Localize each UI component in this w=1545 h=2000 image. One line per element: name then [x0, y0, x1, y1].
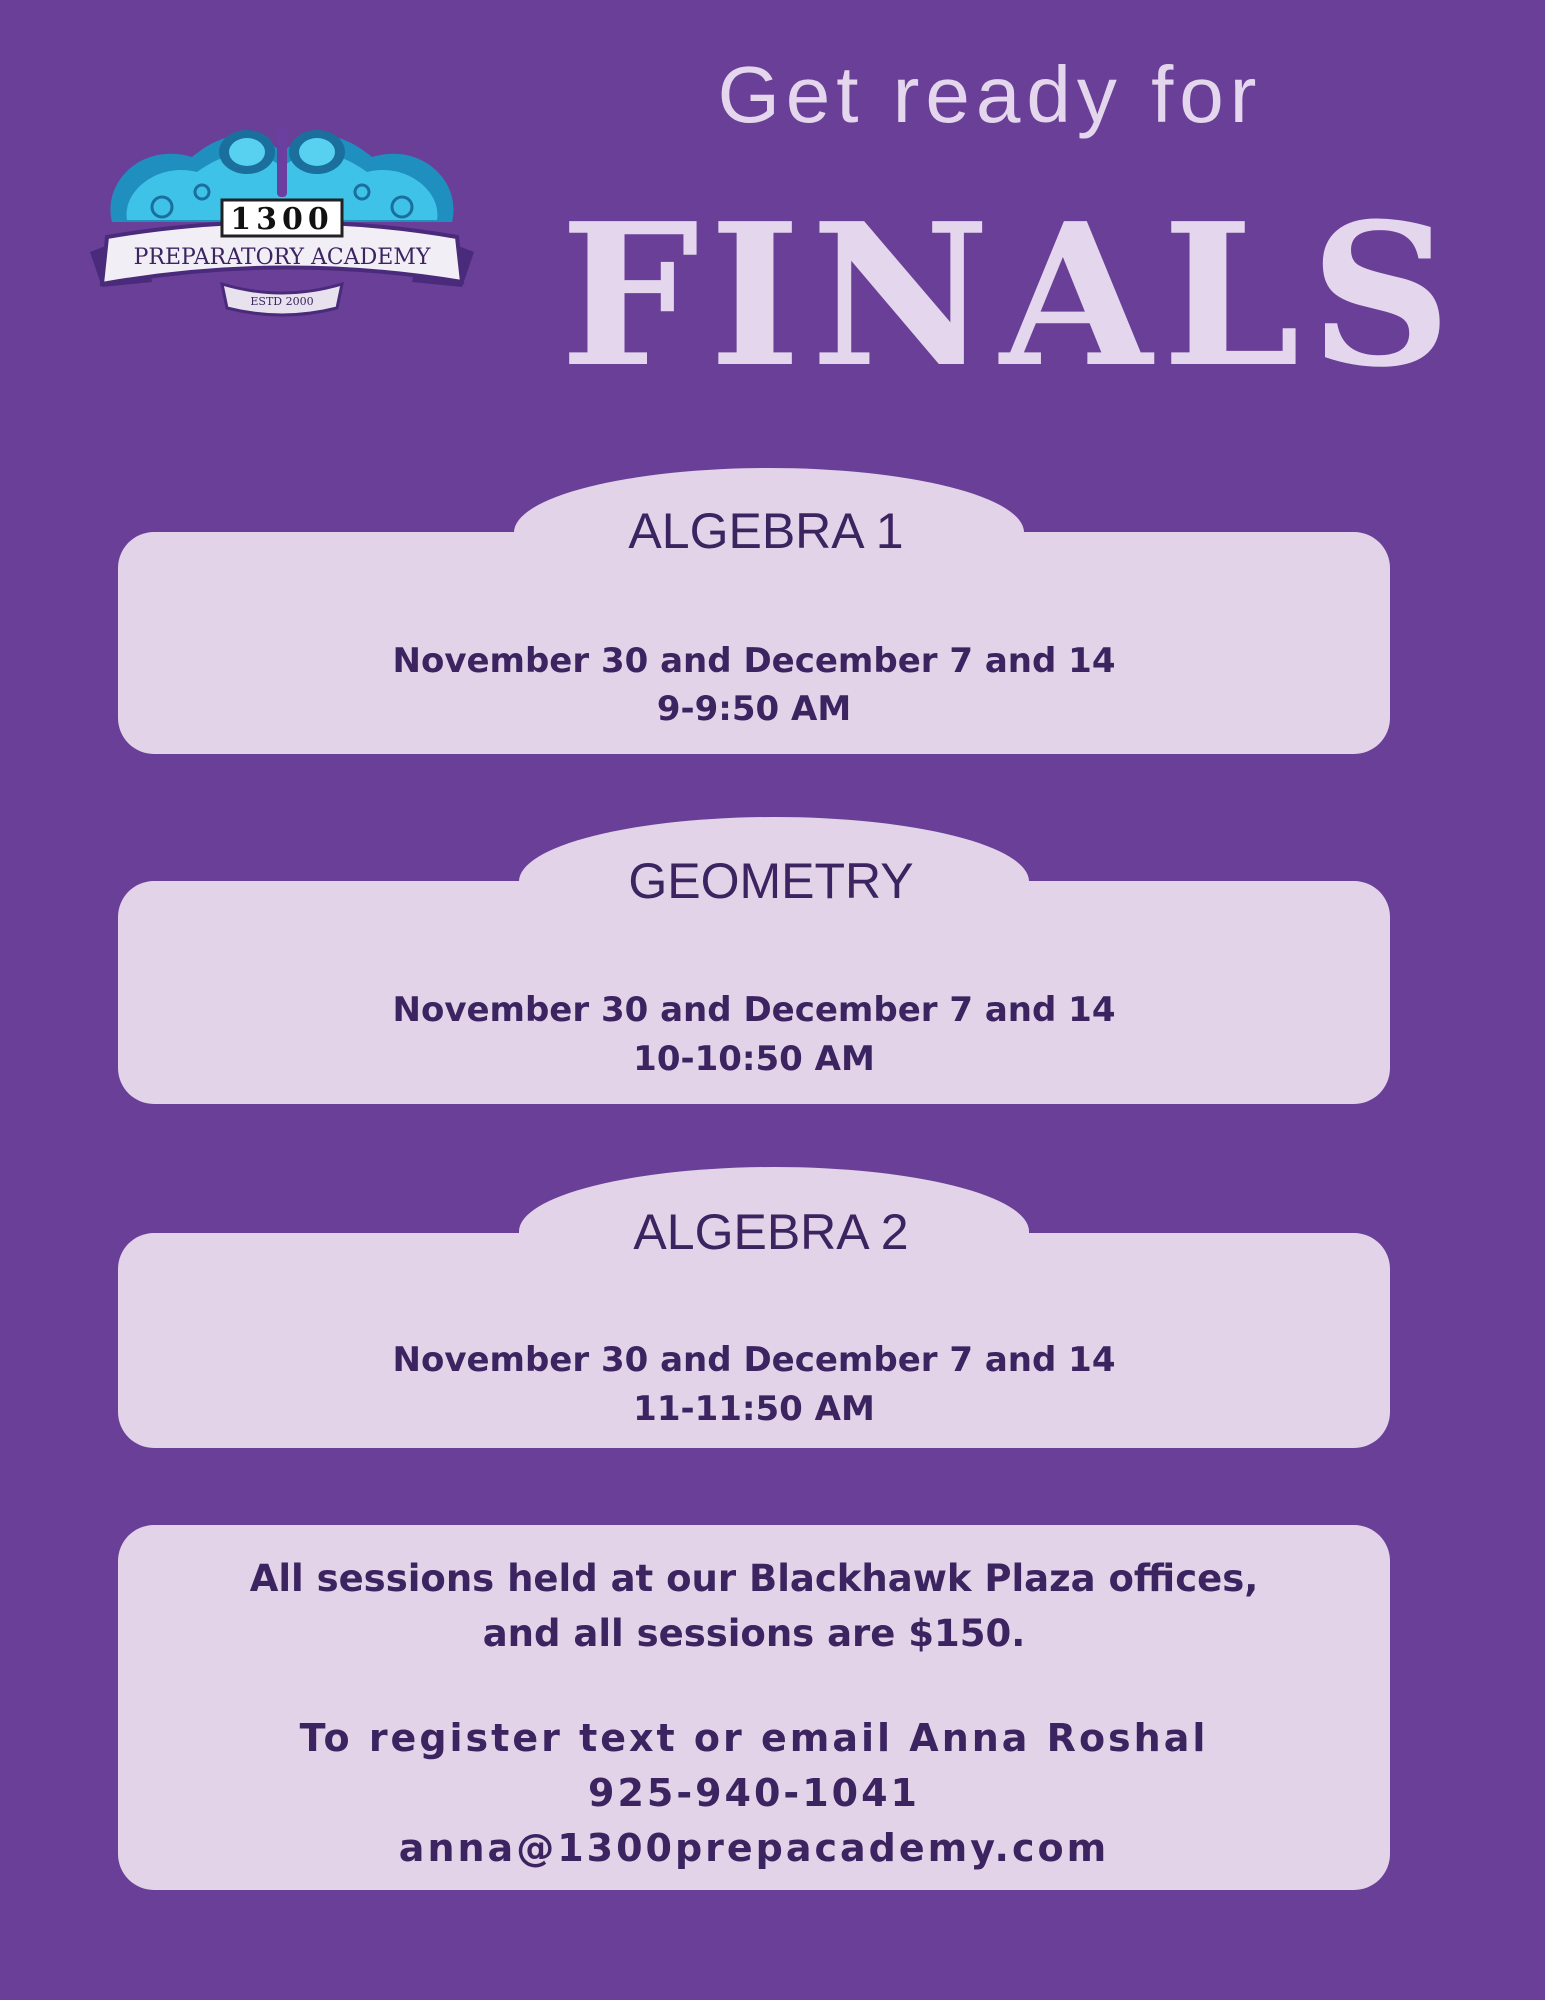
phone-number: 925-940-1041 — [588, 1771, 920, 1815]
course-name: GEOMETRY — [628, 853, 914, 909]
logo-name: PREPARATORY ACADEMY — [133, 245, 431, 270]
course-card — [118, 1233, 1390, 1448]
course-time: 9-9:50 AM — [656, 689, 852, 729]
email-address: anna@1300prepacademy.com — [398, 1826, 1110, 1870]
info-card — [118, 1525, 1390, 1890]
academy-logo — [82, 112, 482, 322]
header-subtitle: Get ready for — [717, 50, 1263, 139]
course-name: ALGEBRA 2 — [633, 1204, 909, 1260]
location-line-2: and all sessions are $150. — [482, 1612, 1026, 1655]
logo-number: 1300 — [230, 202, 334, 237]
course-name: ALGEBRA 1 — [628, 503, 904, 559]
course-card — [118, 532, 1390, 754]
course-time: 10-10:50 AM — [633, 1039, 875, 1079]
logo-established: ESTD 2000 — [250, 295, 314, 308]
course-dates: November 30 and December 7 and 14 — [392, 1340, 1116, 1380]
register-text: To register text or email Anna Roshal — [299, 1716, 1209, 1760]
location-line-1: All sessions held at our Blackhawk Plaza offices, — [249, 1557, 1259, 1600]
course-dates: November 30 and December 7 and 14 — [392, 641, 1116, 681]
course-dates: November 30 and December 7 and 14 — [392, 990, 1116, 1030]
header-title: FINALS — [560, 181, 1462, 411]
course-card — [118, 881, 1390, 1104]
course-time: 11-11:50 AM — [633, 1389, 875, 1429]
